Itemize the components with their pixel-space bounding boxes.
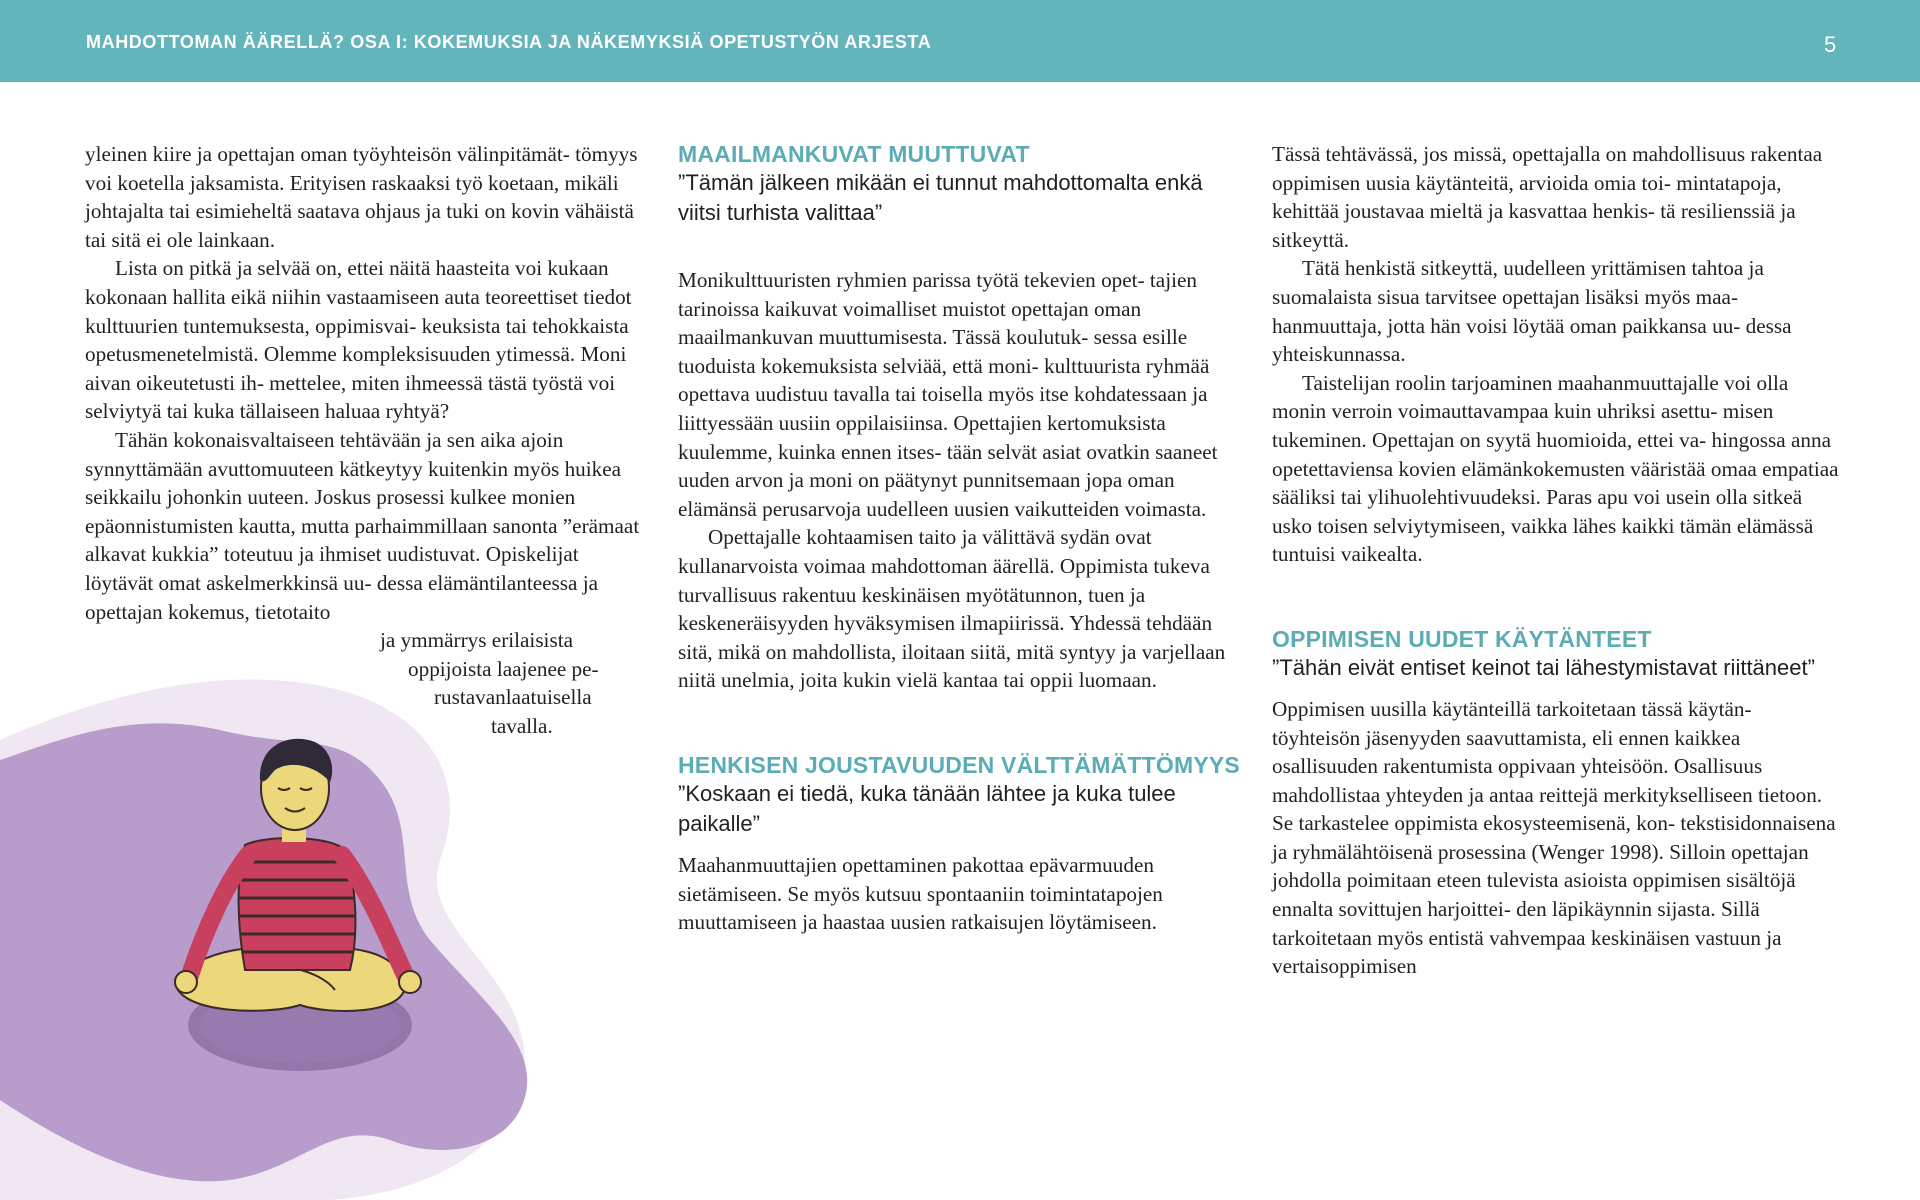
paragraph: Lista on pitkä ja selvää on, ettei näitä haasteita voi kukaan kokonaan hallita eikä niihin vastaamiseen auta teoreettiset tiedot kulttuurien tuntemuksesta, oppimisvai- keuksista tai tehokkaista opetusmenetelmistä. Olemme kompleksisuuden ytimessä. Moni aivan oikeutetusti ih- mettelee, miten ihmeessä tästä työstä voi selviytyä tai kuka tällaiseen haluaa ryhtyä? (85, 256, 632, 424)
meditation-illustration (0, 670, 560, 1200)
paragraph: Monikulttuuristen ryhmien parissa työtä tekevien opet- tajien tarinoissa kaikuvat voimalliset muistot opettajan oman maailmankuvan muuttumisesta. Tässä koulutuk- sessa esille tuoduista kokemuksista selviää, että moni- kulttuurista ryhmää opettava uudistuu tavalla tai toisella myös itse kohdatessaan ja liittyessään uusiin oppilaisiinsa. Opettajien kertomuksista kuulemme, kuinka ennen itses- tään selvät asiat ovatkin saaneet uuden arvon ja moni on päätynyt punnitsemaan jopa oman elämänsä perusarvoja uudelleen uusien vaikutteiden voimasta. (678, 268, 1218, 521)
column-right (1272, 140, 1842, 981)
paragraph: Tähän kokonaisvaltaiseen tehtävään ja sen aika ajoin synnyttämään avuttomuuteen kätkeytyy kuitenkin myös huikea seikkailu johonkin uuteen. Joskus prosessi kulkee monien epäonnistumisten kautta, mutta parhaimmillaan sanonta ”erämaat alkavat kukkia” toteutuu ja ihmiset uudistuvat. Opiskelijat löytävät omat askelmerkkinsä uu- dessa elämäntilanteessa ja opettajan kokemus, tietotaito (85, 427, 640, 624)
section-quote: ”Tämän jälkeen mikään ei tunnut mahdottomalta enkä viitsi turhista valittaa” (678, 170, 1203, 225)
tail-line: ja ymmärrys erilaisista (380, 628, 573, 653)
page-number: 5 (1824, 32, 1837, 57)
paragraph: Maahanmuuttajien opettaminen pakottaa epävarmuuden sietämiseen. Se myös kutsuu spontaaniin toimintatapojen muuttamiseen ja haastaa uusien ratkaisujen löytämiseen. (678, 852, 1163, 935)
column-middle (678, 140, 1248, 937)
section-heading: HENKISEN JOUSTAVUUDEN VÄLTTÄMÄTTÖMYYS (678, 751, 1240, 778)
paragraph: yleinen kiire ja opettajan oman työyhteisön välinpitämät- tömyys voi koetella jaksamista. Erityisen raskaaksi työ koetaan, mikäli johtajalta tai esimieheltä saatava ohjaus ja tuki on kovin vähäistä tai sitä ei ole lainkaan. (85, 142, 638, 252)
paragraph: Tätä henkistä sitkeyttä, uudelleen yrittämisen tahtoa ja suomalaista sisua tarvitsee opettajan lisäksi myös maa- hanmuuttaja, jotta hän voisi löytää oman paikkansa uu- dessa yhteiskunnassa. (1272, 256, 1792, 367)
page-header (0, 0, 1920, 82)
paragraph: Oppimisen uusilla käytänteillä tarkoitetaan tässä käytän- töyhteisön jäsenyyden saavuttamista, eli ennen kaikkea osallisuuden rakentumista oppivaan yhteisöön. Osallisuus mahdollistaa yhteyden ja antaa reittejä merkitykselliseen tietoon. Se tarkastelee oppimista ekosysteemisenä, kon- tekstisidonnaisena ja ryhmälähtöisenä prosessina (Wenger 1998). Silloin opettajan johdolla poimitaan eteen tulevista asioista oppimisen sisältöjä ennalta sovittujen harjoittei- den läpikäynnin sijasta. Sillä tarkoitetaan myös entistä vahvempaa keskinäisen vastuun ja vertaisoppimisen (1272, 696, 1836, 979)
paragraph: Taistelijan roolin tarjoaminen maahanmuuttajalle voi olla monin verroin voimauttavampaa kuin uhriksi asettu- misen tukeminen. Opettajan on syytä huomioida, ettei va- hingossa anna opetettaviensa kovien elämänkokemusten vääristää omaa empatiaa sääliksi tai ylihuolehtivuudeksi. Paras apu voi usein olla sitkeä usko toisen selviytymiseen, vaikka lähes kaikki tämän elämässä tuntuisi vaikealta. (1272, 370, 1839, 567)
column-left (85, 140, 651, 740)
section-heading: OPPIMISEN UUDET KÄYTÄNTEET (1272, 625, 1652, 652)
paragraph: Opettajalle kohtaamisen taito ja välittävä sydän ovat kullanarvoista voimaa mahdottoman äärellä. Oppimista tukeva turvallisuus rakentuu keskinäisen myötätunnon, tuen ja keskeneräisyyden hyväksymisen ilmapiirissä. Yhdessä tehdään sitä, mikä on mahdollista, iloitaan siitä, mitä syntyy ja varjellaan niitä unelmia, joita kukin vielä kantaa tai oppii luomaan. (678, 525, 1226, 693)
running-title: MAHDOTTOMAN ÄÄRELLÄ? OSA I: KOKEMUKSIA JA NÄKEMYKSIÄ OPETUSTYÖN ARJESTA (86, 32, 932, 52)
tail-line: rustavanlaatuisella (434, 685, 592, 710)
section-quote: ”Tähän eivät entiset keinot tai lähestymistavat riittäneet” (1272, 654, 1815, 680)
section-heading: MAAILMANKUVAT MUUTTUVAT (678, 141, 1030, 167)
section-quote: ”Koskaan ei tiedä, kuka tänään lähtee ja kuka tulee paikalle” (678, 780, 1176, 836)
wrapped-tail (380, 626, 651, 740)
paragraph: Tässä tehtävässä, jos missä, opettajalla on mahdollisuus rakentaa oppimisen uusia käytänteitä, arvioida omia toi- mintatapoja, kehittää joustavaa mieltä ja kasvattaa henkis- tä resilienssiä ja sitkeyttä. (1272, 142, 1823, 252)
tail-line: oppijoista laajenee pe- (408, 656, 599, 681)
tail-line: tavalla. (491, 713, 553, 738)
